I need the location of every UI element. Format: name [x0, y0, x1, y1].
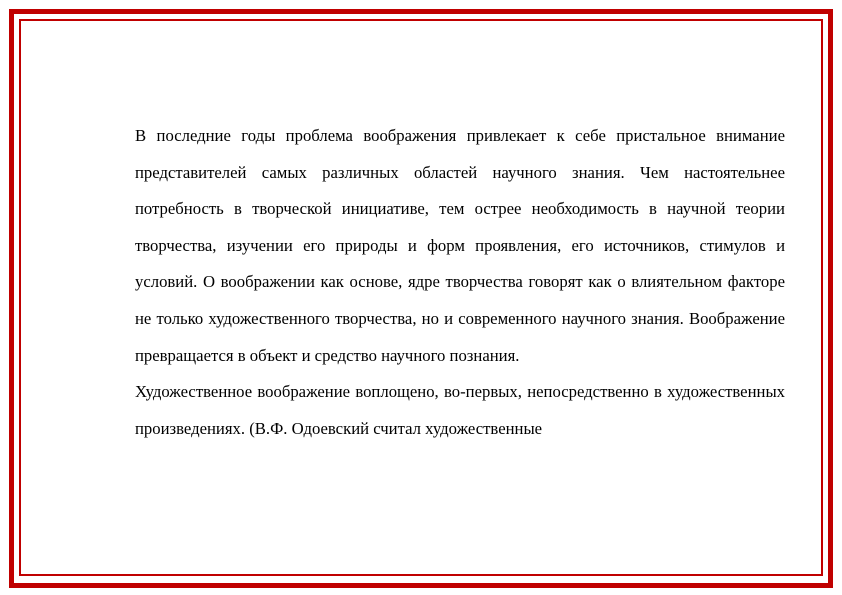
paragraph-1: В последние годы проблема воображения привлекает к себе пристальное внимание представителей самых различных областей научного знания. Чем настоятельнее потребность в творческой инициативе, тем острее необходимость в научной теории творчества, изучении его природы и форм проявления, его источников, стимулов и условий. О воображении как основе, ядре творчества говорят как о влиятельном факторе не только художественного творчества, но и современного научного знания. Воображение превращается в объект и средство научного познания.	[135, 126, 785, 365]
paragraph-2: Художественное воображение воплощено, во-первых, непосредственно в художественных произведениях. (В.Ф. Одоевский считал художественные	[135, 382, 785, 438]
text-body	[135, 118, 785, 447]
